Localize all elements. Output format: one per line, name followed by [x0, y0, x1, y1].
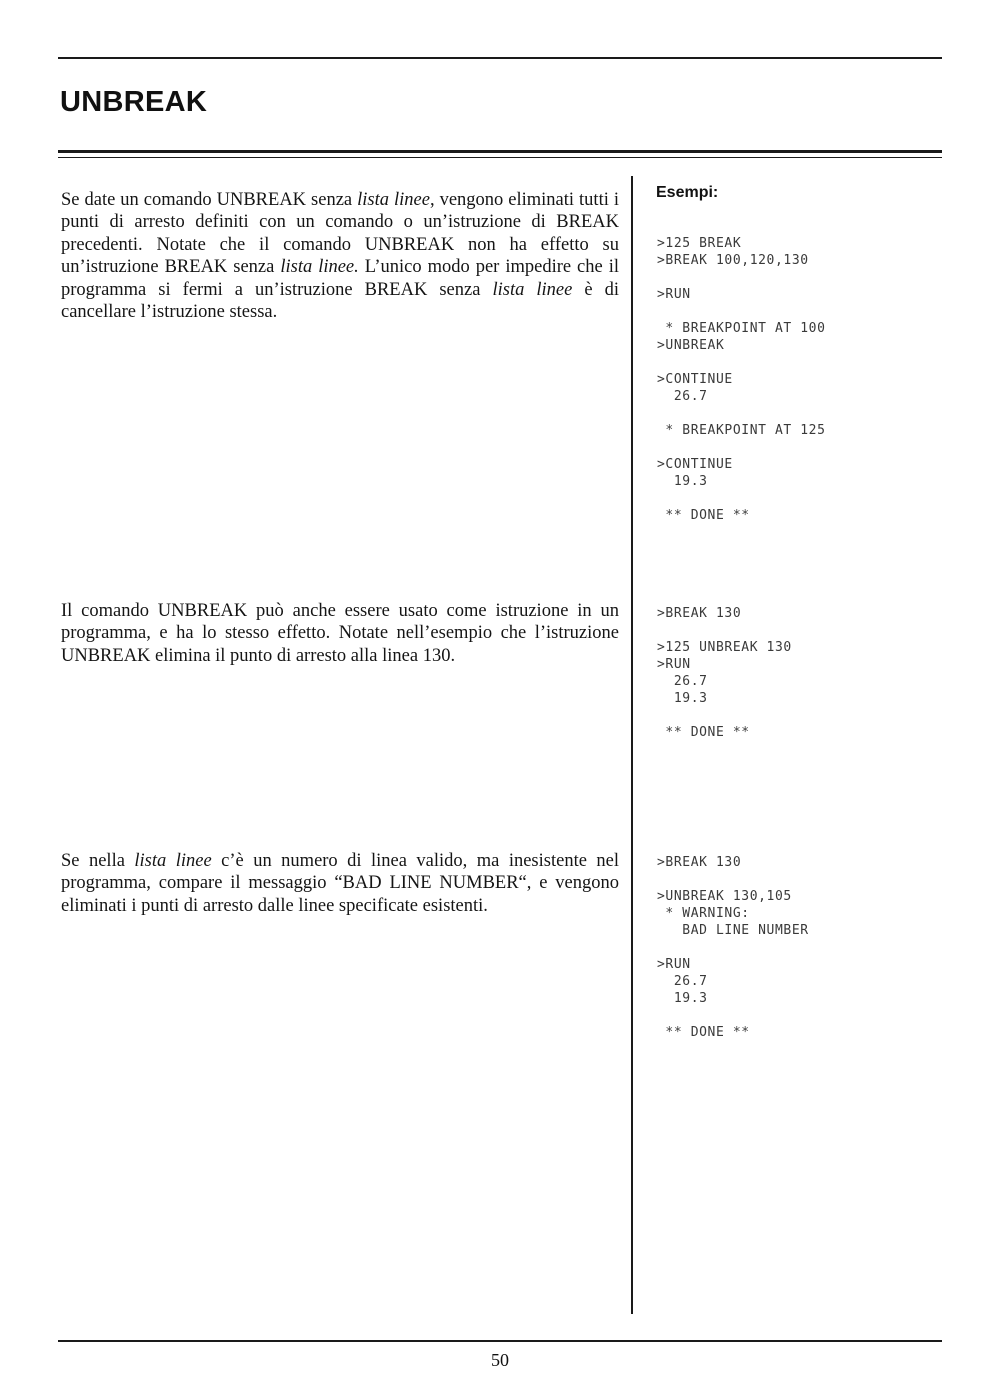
code-line: >RUN	[657, 287, 691, 302]
italic-run: lista linee	[357, 190, 430, 210]
code-line: 26.7	[657, 974, 708, 989]
code-line: 19.3	[657, 991, 708, 1006]
code-blank-line	[657, 269, 826, 286]
paragraph-unbreak-as-statement	[61, 600, 619, 667]
code-blank-line	[657, 622, 792, 639]
text-run: L’unico modo per impedire che il programma si fermi a un’istruzione BREAK senza	[61, 257, 619, 300]
page-title: UNBREAK	[60, 86, 208, 118]
code-line: ** DONE **	[657, 508, 750, 523]
code-line: >125 UNBREAK 130	[657, 640, 792, 655]
text-run: è di cancellare l’istruzione stessa.	[61, 279, 619, 323]
code-line: ** DONE **	[657, 725, 750, 740]
page-number: 50	[491, 1350, 509, 1370]
column-divider	[631, 176, 633, 1314]
code-line: * BREAKPOINT AT 100	[657, 321, 826, 336]
code-example-1	[657, 235, 826, 524]
bottom-rule	[58, 1340, 942, 1342]
italic-run: lista linee	[492, 279, 573, 300]
code-blank-line	[657, 303, 826, 320]
code-line: 19.3	[657, 474, 708, 489]
examples-heading: Esempi:	[656, 184, 719, 201]
paragraph-unbreak-no-list	[61, 189, 619, 323]
code-blank-line	[657, 939, 809, 956]
code-line: ** DONE **	[657, 1025, 750, 1040]
code-blank-line	[657, 871, 809, 888]
code-line: >RUN	[657, 657, 691, 672]
text-run: Se date un comando UNBREAK senza	[61, 190, 358, 210]
code-blank-line	[657, 1007, 809, 1024]
code-line: 26.7	[657, 674, 708, 689]
code-line: * BREAKPOINT AT 125	[657, 423, 826, 438]
code-line: BAD LINE NUMBER	[657, 923, 809, 938]
code-line: 19.3	[657, 691, 708, 706]
text-run: c’è un numero di linea valido, ma inesistente nel programma, compare il messaggio “BAD LINE NUMBER“, e vengono eliminati i punti di arresto dalle linee specificate esistenti.	[61, 851, 619, 916]
code-line: * WARNING:	[657, 906, 750, 921]
title-rule-thin	[58, 157, 942, 158]
text-run: , vengono eliminati tutti i punti di arresto definiti con un comando o un’istruzione di BREAK precedenti. Notate che il comando UNBREAK non ha effetto su un’istruzione BREAK senza	[61, 190, 619, 278]
code-blank-line	[657, 405, 826, 422]
code-line: >RUN	[657, 957, 691, 972]
code-line: >BREAK 130	[657, 606, 742, 621]
top-rule	[58, 57, 942, 59]
code-line: >125 BREAK	[657, 236, 742, 251]
italic-run: lista linee	[134, 851, 212, 871]
paragraph-bad-line-number	[61, 850, 619, 917]
code-line: >UNBREAK	[657, 338, 725, 353]
code-example-2	[657, 605, 792, 741]
text-run: Se nella	[61, 851, 135, 871]
code-example-3	[657, 854, 809, 1041]
code-blank-line	[657, 354, 826, 371]
code-line: >CONTINUE	[657, 372, 733, 387]
code-blank-line	[657, 439, 826, 456]
code-blank-line	[657, 490, 826, 507]
code-blank-line	[657, 707, 792, 724]
italic-run: lista linee.	[280, 257, 359, 278]
code-line: >UNBREAK 130,105	[657, 889, 792, 904]
code-line: >BREAK 100,120,130	[657, 253, 809, 268]
code-line: >CONTINUE	[657, 457, 733, 472]
code-line: >BREAK 130	[657, 855, 742, 870]
title-rule-thick	[58, 150, 942, 153]
text-run: Il comando UNBREAK può anche essere usato come istruzione in un programma, e ha lo stesso effetto. Notate nell’esempio che l’istruzione UNBREAK elimina il punto di arresto alla linea 130.	[61, 601, 619, 666]
code-line: 26.7	[657, 389, 708, 404]
